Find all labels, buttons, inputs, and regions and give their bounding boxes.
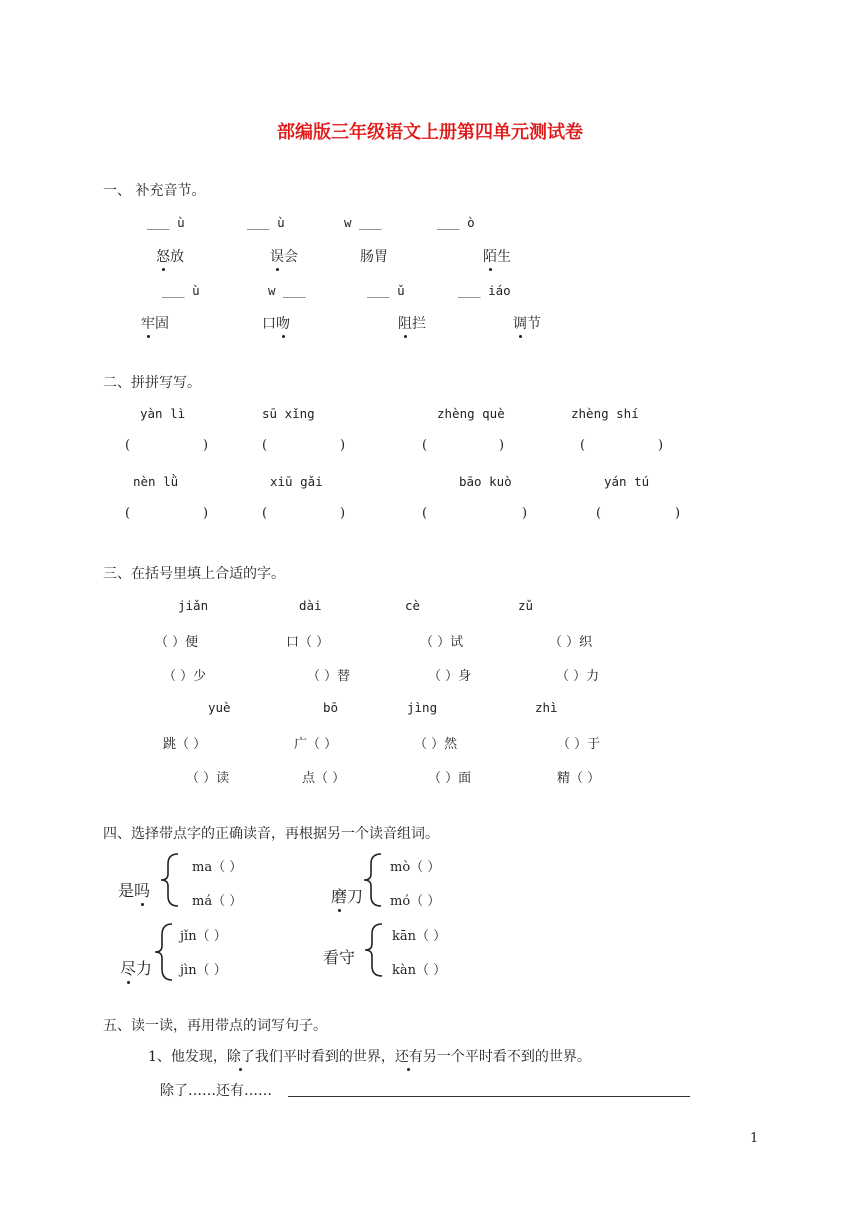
char: 是 xyxy=(118,881,135,900)
fill-cell: （ ）面 xyxy=(428,771,472,786)
paren-close: ) xyxy=(340,506,346,521)
pinyin: jìng xyxy=(407,700,438,715)
section-3-heading: 三、在括号里填上合适的字。 xyxy=(103,566,285,582)
paren-open: ( xyxy=(596,506,602,521)
brace-icon xyxy=(361,852,385,908)
pinyin: yàn lì xyxy=(140,406,186,421)
dotted-char: 怒 xyxy=(156,246,170,266)
paren-open: ( xyxy=(262,438,268,453)
word-item: 肠胃 xyxy=(360,249,388,265)
syllable-blank: ___ ù xyxy=(247,215,285,230)
pinyin: bō xyxy=(323,700,339,715)
fill-cell: （ ）便 xyxy=(155,635,199,650)
char: 看 xyxy=(323,948,340,967)
fill-cell: 口（ ） xyxy=(286,635,330,650)
char: 节 xyxy=(527,316,541,332)
char: 会 xyxy=(284,249,298,265)
reading-option: mò（ ） xyxy=(390,860,441,875)
word-item xyxy=(513,313,541,333)
pinyin: cè xyxy=(405,598,421,613)
char: 刀 xyxy=(347,887,364,906)
dotted-char: 陌 xyxy=(483,246,497,266)
prompt-label: 除了……还有…… xyxy=(160,1083,272,1099)
dotted-char: 吗 xyxy=(134,878,150,901)
pinyin: jiǎn xyxy=(178,598,209,613)
pinyin: bāo kuò xyxy=(459,474,512,489)
word-item xyxy=(156,246,184,266)
reading-option: kān（ ） xyxy=(392,929,447,944)
fill-cell: （ ）少 xyxy=(163,669,207,684)
reading-option: mó（ ） xyxy=(390,894,441,909)
sentence-part: 他发现， xyxy=(170,1049,227,1065)
sentence-number: 1、 xyxy=(148,1049,171,1065)
fill-cell: （ ）然 xyxy=(414,737,458,752)
pinyin: yán tú xyxy=(604,474,650,489)
pinyin: zhì xyxy=(535,700,558,715)
paren-open: ( xyxy=(580,438,586,453)
pinyin: zhèng què xyxy=(437,406,505,421)
sentence xyxy=(148,1046,591,1066)
pinyin: zǔ xyxy=(518,598,534,613)
char: 拦 xyxy=(412,316,426,332)
syllable-blank: ___ ǔ xyxy=(367,283,405,298)
paren-open: ( xyxy=(262,506,268,521)
word-item xyxy=(262,313,290,333)
reading-option: kàn（ ） xyxy=(392,963,447,978)
pinyin: dài xyxy=(299,598,322,613)
page-title: 部编版三年级语文上册第四单元测试卷 xyxy=(277,122,583,143)
brace-icon xyxy=(158,852,182,908)
fill-cell: 广（ ） xyxy=(294,737,338,752)
poly-word xyxy=(118,878,150,901)
pinyin: sū xǐng xyxy=(262,406,315,421)
dotted-char: 阻 xyxy=(398,313,412,333)
sentence-part: 我们平时看到的世界， xyxy=(254,1049,395,1065)
fill-cell: （ ）力 xyxy=(556,669,600,684)
paren-close: ) xyxy=(499,438,505,453)
char: 力 xyxy=(136,959,153,978)
sentence-part: 另一个平时看不到的世界。 xyxy=(422,1049,591,1065)
reading-option: jìn（ ） xyxy=(180,963,227,978)
paren-open: ( xyxy=(422,438,428,453)
syllable-blank: ___ ù xyxy=(147,215,185,230)
fill-cell: （ ）替 xyxy=(307,669,351,684)
fill-cell: （ ）试 xyxy=(420,635,464,650)
char: 固 xyxy=(155,316,169,332)
word-item xyxy=(141,313,169,333)
reading-option: ma（ ） xyxy=(192,860,243,875)
brace-icon xyxy=(362,922,386,978)
pinyin: xiū gǎi xyxy=(270,474,323,489)
reading-option: jǐn（ ） xyxy=(180,929,227,944)
char: 放 xyxy=(170,249,184,265)
word-item xyxy=(398,313,426,333)
char: 生 xyxy=(497,249,511,265)
paren-open: ( xyxy=(125,438,131,453)
section-1-heading: 一、 补充音节。 xyxy=(103,183,206,199)
section-5-heading: 五、读一读，再用带点的词写句子。 xyxy=(103,1018,327,1034)
char: 守 xyxy=(339,948,356,967)
answer-line[interactable] xyxy=(288,1096,690,1097)
paren-close: ) xyxy=(203,506,209,521)
word-item xyxy=(483,246,511,266)
reading-option: má（ ） xyxy=(192,894,243,909)
fill-cell: 点（ ） xyxy=(302,771,346,786)
paren-close: ) xyxy=(340,438,346,453)
poly-word xyxy=(331,884,363,907)
section-4-heading: 四、选择带点字的正确读音，再根据另一个读音组词。 xyxy=(103,826,439,842)
paren-close: ) xyxy=(675,506,681,521)
dotted-char: 吻 xyxy=(276,313,290,333)
dotted-char: 磨 xyxy=(331,884,347,907)
fill-cell: 精（ ） xyxy=(557,771,601,786)
syllable-blank: w ___ xyxy=(344,215,382,230)
paren-open: ( xyxy=(422,506,428,521)
dotted-char: 牢 xyxy=(141,313,155,333)
page-number: 1 xyxy=(750,1131,759,1146)
paren-close: ) xyxy=(203,438,209,453)
dotted-word: 还有 xyxy=(395,1046,423,1066)
pinyin: zhèng shí xyxy=(571,406,639,421)
pinyin: yuè xyxy=(208,700,231,715)
poly-word xyxy=(323,945,355,968)
word-item xyxy=(270,246,298,266)
poly-word xyxy=(120,956,152,979)
paren-open: ( xyxy=(125,506,131,521)
fill-cell: 跳（ ） xyxy=(163,737,207,752)
dotted-char: 误 xyxy=(270,246,284,266)
syllable-blank: ___ iáo xyxy=(458,283,511,298)
paren-close: ) xyxy=(522,506,528,521)
section-2-heading: 二、拼拼写写。 xyxy=(103,375,201,391)
fill-cell: （ ）读 xyxy=(186,771,230,786)
fill-cell: （ ）身 xyxy=(428,669,472,684)
syllable-blank: w ___ xyxy=(268,283,306,298)
pinyin: nèn lǜ xyxy=(133,474,179,489)
fill-cell: （ ）织 xyxy=(549,635,593,650)
fill-cell: （ ）于 xyxy=(557,737,601,752)
char: 口 xyxy=(262,316,276,332)
syllable-blank: ___ ù xyxy=(162,283,200,298)
dotted-char: 调 xyxy=(513,313,527,333)
brace-icon xyxy=(152,922,176,982)
syllable-blank: ___ ò xyxy=(437,215,475,230)
paren-close: ) xyxy=(658,438,664,453)
dotted-char: 尽 xyxy=(120,956,136,979)
dotted-word: 除了 xyxy=(227,1046,255,1066)
